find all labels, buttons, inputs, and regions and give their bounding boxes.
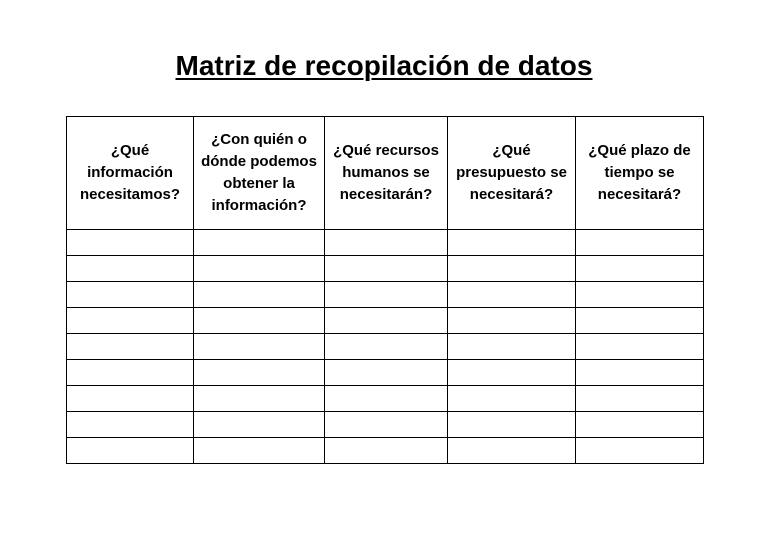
table-cell[interactable]: [325, 334, 448, 360]
table-cell[interactable]: [448, 412, 576, 438]
table-cell[interactable]: [194, 282, 325, 308]
table-cell[interactable]: [194, 334, 325, 360]
table-cell[interactable]: [67, 412, 194, 438]
header-timeframe: ¿Qué plazo de tiempo se necesitará?: [576, 117, 704, 230]
table-cell[interactable]: [576, 386, 704, 412]
table-cell[interactable]: [576, 308, 704, 334]
table-cell[interactable]: [576, 438, 704, 464]
table-row: [67, 282, 704, 308]
table-row: [67, 230, 704, 256]
table-row: [67, 334, 704, 360]
table-cell[interactable]: [448, 230, 576, 256]
table-cell[interactable]: [576, 256, 704, 282]
table-cell[interactable]: [325, 360, 448, 386]
table-cell[interactable]: [67, 256, 194, 282]
table-row: [67, 308, 704, 334]
table-cell[interactable]: [448, 438, 576, 464]
table-cell[interactable]: [194, 308, 325, 334]
header-human-resources: ¿Qué recursos humanos se necesitarán?: [325, 117, 448, 230]
table-row: [67, 412, 704, 438]
table-cell[interactable]: [67, 360, 194, 386]
table-row: [67, 386, 704, 412]
table-row: [67, 438, 704, 464]
header-source: ¿Con quién o dónde podemos obtener la información?: [194, 117, 325, 230]
table-cell[interactable]: [576, 360, 704, 386]
table-cell[interactable]: [576, 282, 704, 308]
table-row: [67, 256, 704, 282]
table-cell[interactable]: [194, 256, 325, 282]
table-row: [67, 360, 704, 386]
header-row: [67, 117, 704, 230]
table-cell[interactable]: [67, 230, 194, 256]
table-cell[interactable]: [325, 256, 448, 282]
header-budget: ¿Qué presupuesto se necesitará?: [448, 117, 576, 230]
data-collection-matrix: [66, 116, 704, 464]
table-cell[interactable]: [576, 334, 704, 360]
table-cell[interactable]: [194, 386, 325, 412]
table-cell[interactable]: [325, 438, 448, 464]
table-cell[interactable]: [448, 282, 576, 308]
table-cell[interactable]: [67, 438, 194, 464]
header-information-needed: ¿Qué información necesitamos?: [67, 117, 194, 230]
table-cell[interactable]: [194, 360, 325, 386]
table-cell[interactable]: [325, 386, 448, 412]
matrix-body: [67, 230, 704, 464]
page-title: Matriz de recopilación de datos: [175, 50, 593, 81]
table-cell[interactable]: [448, 386, 576, 412]
table-cell[interactable]: [325, 282, 448, 308]
table-cell[interactable]: [67, 386, 194, 412]
table-cell[interactable]: [325, 230, 448, 256]
table-cell[interactable]: [194, 230, 325, 256]
table-cell[interactable]: [194, 412, 325, 438]
table-cell[interactable]: [67, 282, 194, 308]
table-cell[interactable]: [194, 438, 325, 464]
table-cell[interactable]: [325, 308, 448, 334]
table-cell[interactable]: [448, 360, 576, 386]
table-cell[interactable]: [67, 308, 194, 334]
table-cell[interactable]: [448, 256, 576, 282]
table-cell[interactable]: [576, 412, 704, 438]
table-cell[interactable]: [576, 230, 704, 256]
table-cell[interactable]: [325, 412, 448, 438]
table-cell[interactable]: [67, 334, 194, 360]
table-cell[interactable]: [448, 334, 576, 360]
table-cell[interactable]: [448, 308, 576, 334]
